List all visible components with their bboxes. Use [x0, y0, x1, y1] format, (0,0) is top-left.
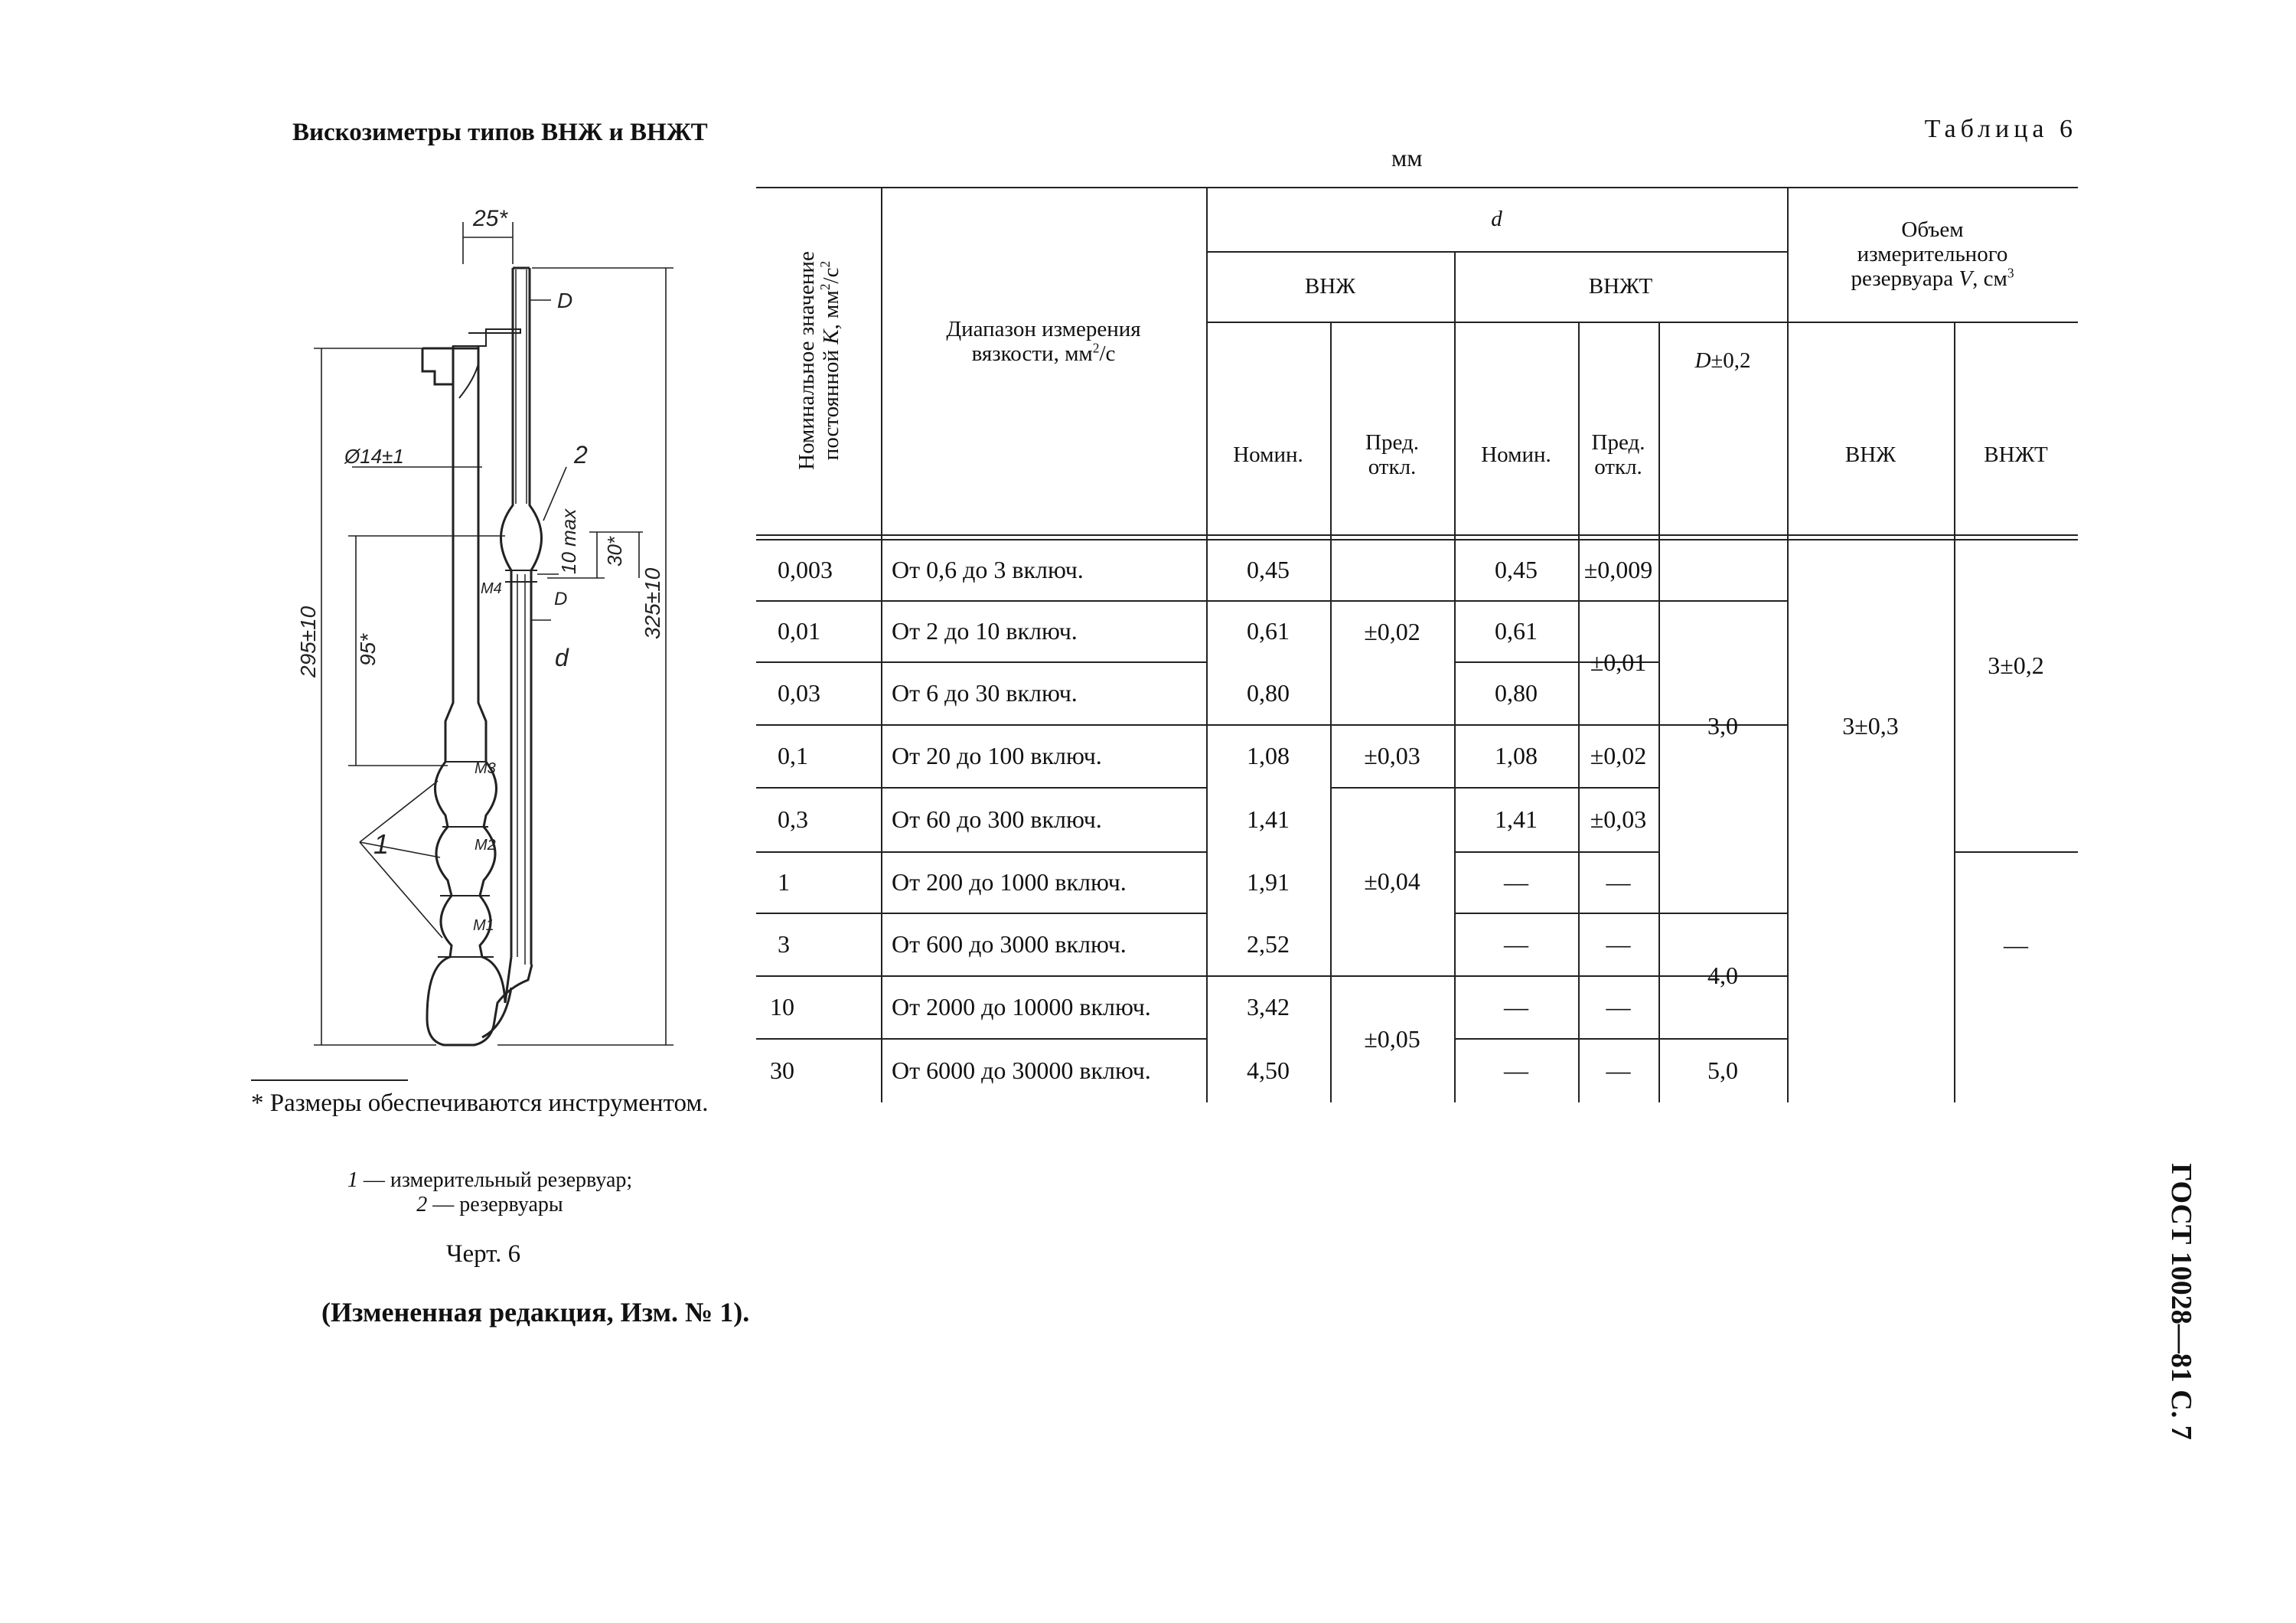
cell-tol-vnzh: ±0,03 — [1364, 742, 1420, 769]
cell-D: 4,0 — [1707, 962, 1738, 989]
cell-tol-vnzht: ±0,01 — [1590, 648, 1647, 676]
cell-range: От 2000 до 10000 включ. — [892, 993, 1151, 1020]
header-range: Диапазон измерения вязкости, $мм^2/с$ — [946, 317, 1141, 366]
cell-tol-vnzht: — — [1606, 868, 1631, 896]
header-d-vnzh: ВНЖ — [1304, 274, 1356, 299]
table-label: Таблица 6 — [1924, 115, 2077, 143]
dim-325: 325±10 — [641, 567, 664, 639]
cell-d-vnzht: 0,80 — [1495, 679, 1538, 707]
cell-k: 0,1 — [778, 742, 808, 769]
dim-25: 25* — [473, 206, 508, 231]
dim-30: 30* — [603, 536, 626, 567]
cell-range: От 600 до 3000 включ. — [892, 930, 1127, 958]
mark-2: 2 — [574, 441, 588, 469]
gost-side-label — [2158, 1148, 2204, 1455]
cell-range: От 6000 до 30000 включ. — [892, 1056, 1151, 1084]
mark-m4: M4 — [481, 580, 502, 597]
mark-m2: M2 — [475, 837, 496, 854]
dim-95: 95* — [356, 633, 380, 666]
viscometer-drawing — [230, 176, 750, 1064]
header-vol-vnzh: ВНЖ — [1844, 442, 1896, 467]
cell-range: От 20 до 100 включ. — [892, 742, 1102, 769]
dim-D-mid: D — [554, 589, 568, 609]
cell-tol-vnzht: ±0,02 — [1590, 742, 1647, 769]
cell-D: 3,0 — [1707, 712, 1738, 740]
header-vol-vnzht: ВНЖТ — [1984, 442, 2048, 467]
viscometer-table — [756, 187, 2078, 1102]
drawing-legend — [253, 1168, 727, 1217]
footnote-asterisk: * Размеры обеспечиваются инструментом. — [251, 1089, 709, 1117]
header-D: D ±0,2 — [1694, 348, 1751, 373]
cell-range: От 200 до 1000 включ. — [892, 868, 1127, 896]
cell-d-vnzht: — — [1504, 993, 1528, 1020]
header-d-vnzht: ВНЖТ — [1588, 274, 1653, 299]
cell-vol-vnzht: 3±0,2 — [1988, 651, 2044, 679]
cell-d-vnzh: 3,42 — [1247, 993, 1290, 1020]
cell-k: 0,03 — [778, 679, 820, 707]
cell-d-vnzh: 0,80 — [1247, 679, 1290, 707]
cell-d-vnzht: — — [1504, 1056, 1528, 1084]
cell-k: 3 — [778, 930, 790, 958]
cell-range: От 60 до 300 включ. — [892, 805, 1102, 833]
header-k-line2: постоянной K, $мм^2/с^2$ — [817, 260, 843, 461]
header-d: d — [1491, 207, 1502, 231]
cell-d-vnzht: 1,08 — [1495, 742, 1538, 769]
cell-D: 5,0 — [1707, 1056, 1738, 1084]
cell-d-vnzh: 4,50 — [1247, 1056, 1290, 1084]
cell-d-vnzht: 1,41 — [1495, 805, 1538, 833]
cell-d-vnzh: 2,52 — [1247, 930, 1290, 958]
footnote-separator — [251, 1079, 408, 1081]
legend-2-text: — резервуары — [427, 1193, 563, 1216]
legend-1-num: 1 — [347, 1168, 358, 1192]
cell-tol-vnzht: ±0,03 — [1590, 805, 1647, 833]
cell-d-vnzh: 1,91 — [1247, 868, 1290, 896]
header-pred-vnzht: Пред. откл. — [1591, 430, 1645, 479]
gost-side-label-text: ГОСТ 10028—81 С. 7 — [2165, 1163, 2197, 1440]
cell-k: 0,003 — [778, 556, 833, 583]
cell-d-vnzh: 1,41 — [1247, 805, 1290, 833]
cell-d-vnzh: 0,61 — [1247, 617, 1290, 645]
dim-10max: 10 max — [557, 508, 580, 574]
cell-d-vnzht: 0,61 — [1495, 617, 1538, 645]
edition-note: (Измененная редакция, Изм. № 1). — [321, 1297, 750, 1327]
cell-vol-vnzh: 3±0,3 — [1842, 712, 1899, 740]
page-title: Вискозиметры типов ВНЖ и ВНЖТ — [292, 119, 708, 146]
legend-2-num: 2 — [416, 1193, 428, 1216]
cell-vol-vnzht: — — [2004, 931, 2028, 958]
header-k-line1: Номинальное значение — [794, 251, 819, 470]
cell-d-vnzh: 1,08 — [1247, 742, 1290, 769]
cell-tol-vnzht: — — [1606, 993, 1631, 1020]
cell-range: От 6 до 30 включ. — [892, 679, 1078, 707]
cell-d-vnzht: — — [1504, 930, 1528, 958]
cell-d-vnzht: — — [1504, 868, 1528, 896]
header-volume: Объем измерительного резервуара V, $см^3$ — [1851, 217, 2014, 291]
cell-k: 0,01 — [778, 617, 820, 645]
dim-d: d — [555, 644, 569, 671]
dim-295: 295±10 — [296, 606, 320, 678]
dim-D-top: D — [557, 289, 573, 312]
cell-k: 30 — [770, 1056, 794, 1084]
cell-tol-vnzht: — — [1606, 930, 1631, 958]
cell-k: 0,3 — [778, 805, 808, 833]
dim-diameter: Ø14±1 — [344, 445, 404, 468]
legend-1-text: — измерительный резервуар; — [357, 1168, 633, 1192]
cell-tol-vnzht: ±0,009 — [1583, 556, 1653, 583]
cell-range: От 2 до 10 включ. — [892, 617, 1078, 645]
figure-caption: Черт. 6 — [446, 1240, 521, 1268]
header-nomin-vnzh: Номин. — [1233, 442, 1303, 467]
cell-d-vnzht: 0,45 — [1495, 556, 1538, 583]
cell-k: 10 — [770, 993, 794, 1020]
cell-range: От 0,6 до 3 включ. — [892, 556, 1084, 583]
cell-tol-vnzh: ±0,02 — [1364, 618, 1420, 645]
cell-tol-vnzh: ±0,04 — [1364, 867, 1420, 895]
cell-k: 1 — [778, 868, 790, 896]
mark-m1: M1 — [473, 917, 494, 934]
header-k — [756, 187, 881, 534]
mark-m3: M3 — [475, 760, 496, 777]
mark-1: 1 — [373, 828, 390, 860]
units-label: мм — [1391, 144, 1423, 171]
cell-d-vnzh: 0,45 — [1247, 556, 1290, 583]
cell-tol-vnzh: ±0,05 — [1364, 1025, 1420, 1053]
header-nomin-vnzht: Номин. — [1481, 442, 1551, 467]
cell-tol-vnzht: — — [1606, 1056, 1631, 1084]
header-pred-vnzh: Пред. откл. — [1365, 430, 1419, 479]
